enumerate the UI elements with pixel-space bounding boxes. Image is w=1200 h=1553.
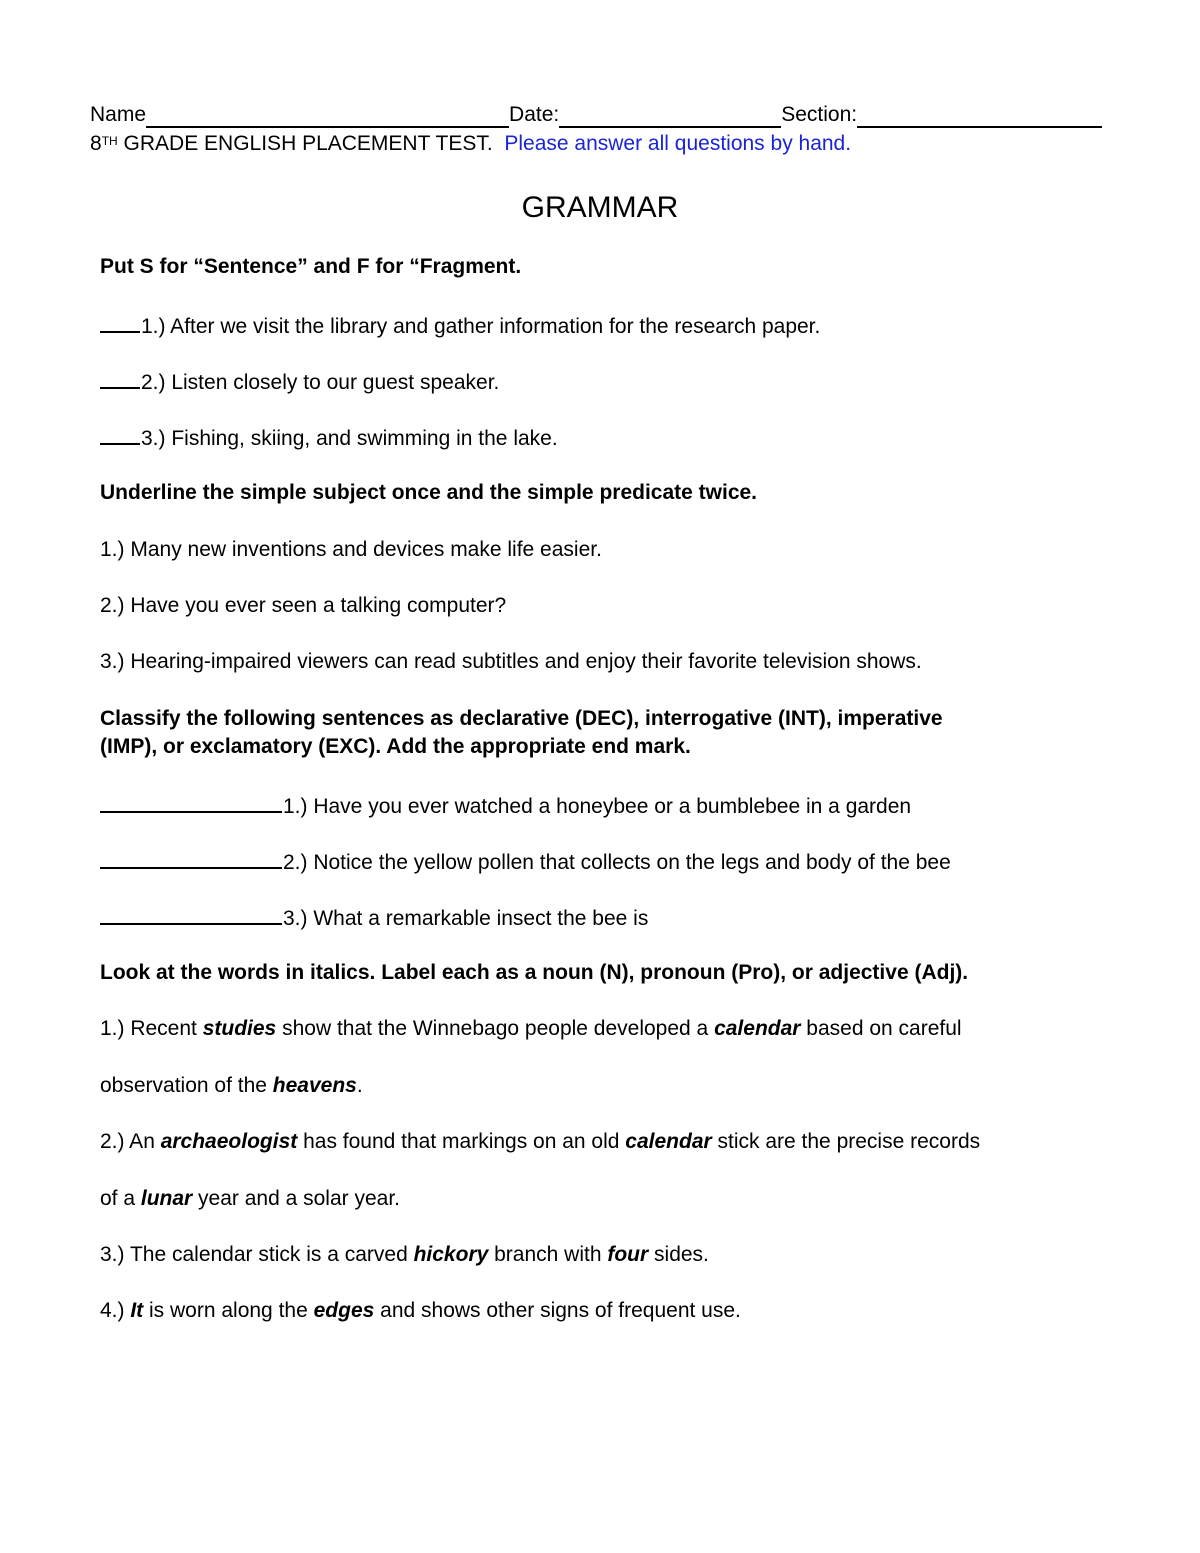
- sec3-item-1: [100, 791, 911, 820]
- text: 2.) An: [100, 1130, 161, 1153]
- text: 3.) The calendar stick is a carved: [100, 1243, 414, 1266]
- sec1-item-3: [100, 423, 558, 452]
- sec1-item-1: [100, 311, 820, 340]
- answer-blank[interactable]: [100, 903, 282, 925]
- section-label: Section:: [781, 103, 858, 126]
- text: show that the Winnebago people developed a: [276, 1017, 715, 1040]
- text: based on careful: [800, 1017, 962, 1040]
- item-text: 1.) Have you ever watched a honeybee or a bumblebee in a garden: [283, 795, 912, 818]
- italic-word: archaeologist: [160, 1130, 298, 1153]
- test-subtitle: [90, 131, 851, 157]
- text: 1.) Recent: [100, 1017, 203, 1040]
- answer-blank[interactable]: [100, 847, 282, 869]
- item-text: 3.) Fishing, skiing, and swimming in the lake.: [141, 427, 558, 450]
- test-title: GRADE ENGLISH PLACEMENT TEST.: [117, 132, 493, 155]
- sec4-q2-line2: [100, 1186, 400, 1212]
- text: sides.: [648, 1243, 709, 1266]
- header-fields: [90, 102, 1102, 128]
- sec2-heading: Underline the simple subject once and the simple predicate twice.: [100, 481, 758, 504]
- answer-blank[interactable]: [100, 367, 140, 389]
- sec3-heading-1: Classify the following sentences as declarative (DEC), interrogative (INT), imperative: [100, 707, 943, 730]
- italic-word: heavens: [272, 1074, 357, 1097]
- answer-blank[interactable]: [100, 423, 140, 445]
- text: 4.): [100, 1299, 131, 1322]
- instruction-text: Please answer all questions by hand.: [504, 132, 852, 155]
- answer-blank[interactable]: [100, 311, 140, 333]
- text: .: [356, 1074, 363, 1097]
- italic-word: edges: [313, 1299, 375, 1322]
- sec1-heading: Put S for “Sentence” and F for “Fragment.: [100, 255, 522, 278]
- item-text: 2.) Listen closely to our guest speaker.: [141, 371, 500, 394]
- italic-word: calendar: [625, 1130, 712, 1153]
- sec3-item-3: [100, 903, 648, 932]
- item-text: 1.) After we visit the library and gather information for the research paper.: [141, 315, 821, 338]
- grade-suffix: TH: [101, 134, 118, 148]
- section-field[interactable]: [857, 104, 1102, 128]
- italic-word: It: [130, 1299, 144, 1322]
- sec2-item-3: 3.) Hearing-impaired viewers can read subtitles and enjoy their favorite television shows.: [100, 650, 922, 673]
- italic-word: lunar: [140, 1187, 193, 1210]
- sec4-q1-line1: [100, 1016, 962, 1042]
- italic-word: hickory: [413, 1243, 489, 1266]
- name-field[interactable]: [146, 104, 509, 128]
- sec4-q3: [100, 1242, 709, 1268]
- text: of a: [100, 1187, 141, 1210]
- answer-blank[interactable]: [100, 791, 282, 813]
- sec1-item-2: [100, 367, 499, 396]
- sec4-q1-line2: [100, 1073, 363, 1099]
- text: branch with: [488, 1243, 608, 1266]
- date-field[interactable]: [559, 104, 781, 128]
- name-label: Name: [90, 103, 147, 126]
- text: is worn along the: [143, 1299, 314, 1322]
- italic-word: studies: [202, 1017, 277, 1040]
- grade-number: 8: [90, 132, 102, 155]
- item-text: 3.) What a remarkable insect the bee is: [283, 907, 649, 930]
- item-text: 2.) Notice the yellow pollen that collects on the legs and body of the bee: [283, 851, 951, 874]
- sec4-heading: Look at the words in italics. Label each as a noun (N), pronoun (Pro), or adjective (Adj).: [100, 961, 969, 984]
- text: has found that markings on an old: [297, 1130, 626, 1153]
- sec2-item-1: 1.) Many new inventions and devices make life easier.: [100, 538, 602, 561]
- italic-word: calendar: [714, 1017, 801, 1040]
- page-title: GRAMMAR: [521, 191, 679, 224]
- sec4-q2-line1: [100, 1129, 980, 1155]
- text: stick are the precise records: [711, 1130, 981, 1153]
- sec4-q4: [100, 1298, 741, 1324]
- text: observation of the: [100, 1074, 273, 1097]
- sec3-item-2: [100, 847, 951, 876]
- text: year and a solar year.: [192, 1187, 401, 1210]
- sec2-item-2: 2.) Have you ever seen a talking computer?: [100, 594, 507, 617]
- text: and shows other signs of frequent use.: [374, 1299, 741, 1322]
- sec3-heading-2: (IMP), or exclamatory (EXC). Add the appropriate end mark.: [100, 735, 691, 758]
- italic-word: four: [607, 1243, 649, 1266]
- date-label: Date:: [509, 103, 560, 126]
